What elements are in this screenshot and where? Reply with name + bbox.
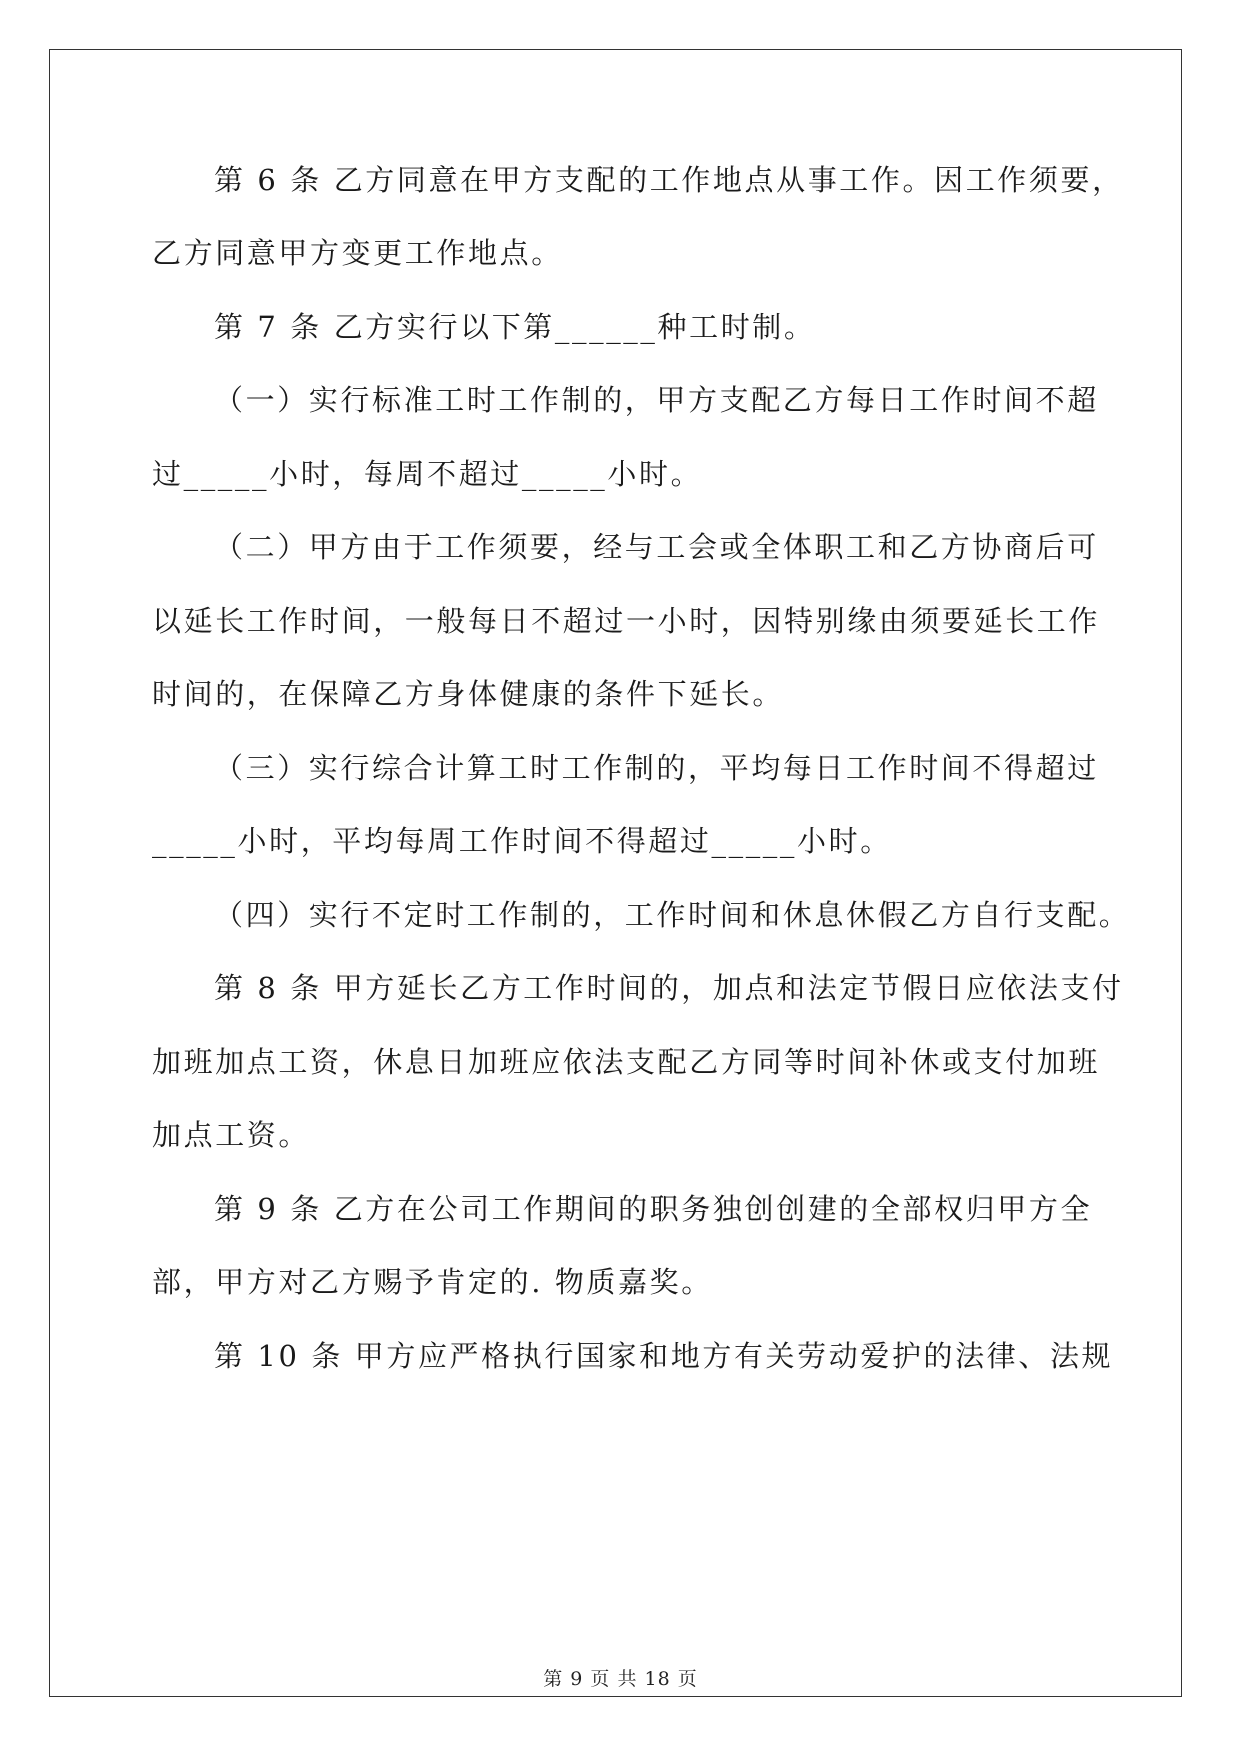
article-9-line-2: 部，甲方对乙方赐予肯定的. 物质嘉奖。 (152, 1265, 713, 1299)
item-3-line-2: _____小时，平均每周工作时间不得超过_____小时。 (152, 824, 892, 858)
item-2-line-3: 时间的，在保障乙方身体健康的条件下延长。 (152, 677, 785, 711)
item-3-line-1: （三）实行综合计算工时工作制的，平均每日工作时间不得超过 (214, 751, 1099, 785)
article-7-line-1: 第 7 条 乙方实行以下第______种工时制。 (214, 310, 816, 344)
item-2-line-2: 以延长工作时间，一般每日不超过一小时，因特别缘由须要延长工作 (152, 604, 1101, 638)
article-8-line-2: 加班加点工资，休息日加班应依法支配乙方同等时间补休或支付加班 (152, 1045, 1101, 1079)
item-4-line-1: （四）实行不定时工作制的，工作时间和休息休假乙方自行支配。 (214, 898, 1131, 932)
article-8-line-3: 加点工资。 (152, 1118, 311, 1152)
article-6-line-1: 第 6 条 乙方同意在甲方支配的工作地点从事工作。因工作须要， (214, 163, 1124, 197)
item-1-line-2: 过_____小时，每周不超过_____小时。 (152, 457, 703, 491)
item-1-line-1: （一）实行标准工时工作制的，甲方支配乙方每日工作时间不超 (214, 383, 1099, 417)
article-6-line-2: 乙方同意甲方变更工作地点。 (152, 236, 563, 270)
item-2-line-1: （二）甲方由于工作须要，经与工会或全体职工和乙方协商后可 (214, 530, 1099, 564)
article-8-line-1: 第 8 条 甲方延长乙方工作时间的，加点和法定节假日应依法支付 (214, 971, 1124, 1005)
page-border (49, 49, 1182, 1697)
page-number-footer: 第 9 页 共 18 页 (543, 1668, 698, 1690)
article-10-line-1: 第 10 条 甲方应严格执行国家和地方有关劳动爱护的法律、法规 (214, 1339, 1114, 1373)
article-9-line-1: 第 9 条 乙方在公司工作期间的职务独创创建的全部权归甲方全 (214, 1192, 1093, 1226)
